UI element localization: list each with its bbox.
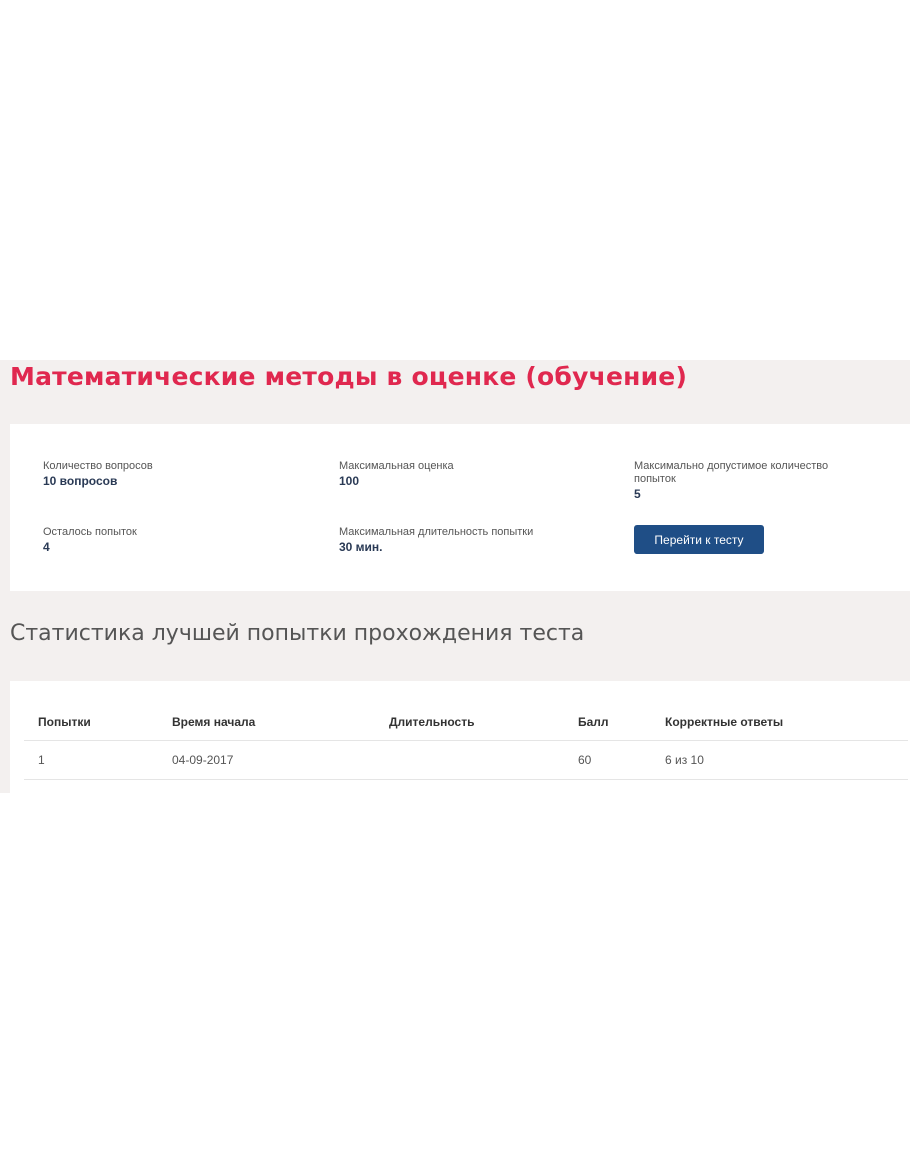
questions-value: 10 вопросов [43, 474, 118, 488]
test-info-card [10, 424, 910, 591]
info-max-score [339, 460, 579, 489]
column-header-duration: Длительность [375, 704, 564, 741]
column-header-correct-answers: Корректные ответы [651, 704, 908, 741]
table-row [24, 741, 908, 780]
column-header-attempts: Попытки [24, 704, 158, 741]
page-title: Математические методы в оценке (обучение) [10, 362, 688, 391]
info-max-attempts [634, 460, 864, 502]
table-header-row [24, 704, 908, 741]
stats-heading: Статистика лучшей попытки прохождения теста [10, 621, 585, 646]
stats-table [24, 704, 908, 780]
info-questions [43, 460, 283, 489]
cell-duration [375, 741, 564, 780]
column-header-score: Балл [564, 704, 651, 741]
duration-label: Максимальная длительность попытки [339, 526, 534, 538]
remaining-value: 4 [43, 540, 50, 554]
cell-start-time: 04-09-2017 [158, 741, 375, 780]
info-remaining-attempts [43, 526, 283, 555]
remaining-label: Осталось попыток [43, 526, 137, 538]
max-attempts-value: 5 [634, 487, 641, 501]
go-to-test-button[interactable]: Перейти к тесту [634, 525, 764, 554]
max-score-label: Максимальная оценка [339, 460, 454, 472]
cell-score: 60 [564, 741, 651, 780]
max-attempts-label: Максимально допустимое количество попыток [634, 460, 829, 485]
questions-label: Количество вопросов [43, 460, 153, 472]
column-header-start-time: Время начала [158, 704, 375, 741]
duration-value: 30 мин. [339, 540, 383, 554]
info-max-duration [339, 526, 579, 555]
max-score-value: 100 [339, 474, 360, 488]
cell-correct-answers: 6 из 10 [651, 741, 908, 780]
cell-attempt: 1 [24, 741, 158, 780]
stats-table-card [10, 681, 910, 793]
